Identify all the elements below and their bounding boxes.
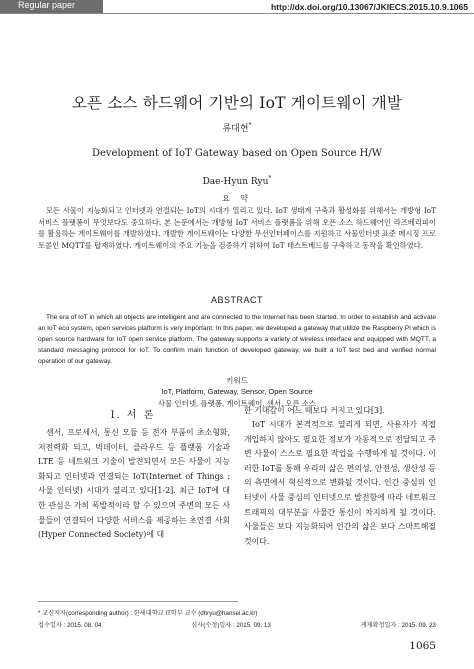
abstract-ko-heading: 요 약 xyxy=(222,194,252,203)
keywords-heading: 키워드 xyxy=(226,376,248,385)
journal-header xyxy=(0,0,474,14)
doi-link[interactable]: http://dx.doi.org/10.13067/JKIECS.2015.10.9.1065 xyxy=(270,1,468,12)
abstract-en-heading: ABSTRACT xyxy=(210,295,263,305)
keywords-en: IoT, Platform, Gateway, Sensor, Open Source xyxy=(161,387,313,396)
author-en-name: Dae-Hyun Ryu xyxy=(202,177,269,187)
submission-dates xyxy=(38,620,436,629)
abstract-ko: 모든 사물이 지능화되고 인터넷과 연결되는 IoT의 시대가 열리고 있다. IoT 생태계 구축과 활성화를 위해서는 개방형 IoT 서비스 플랫폼이 무엇보다도 중요하다. 본 논문에서는 개방형 IoT 서비스 플랫폼을 위해 오픈 소스 하드웨어인 라즈베리파이를 활용하는 게이트웨이를 개발하였다. 개발한 게이트웨이는 다양한 무선인터페이스를 지원하고 사물인터넷 표준 메시징 프로토콜인 MQTT를 탑재하였다. 게이트웨이의 주요 기능을 검증하기 위하여 IoT 테스트베드를 구축하고 동작을 확인하였다. xyxy=(38,206,436,250)
intro-right-continuation: 한 기대감이 어느 때보다 커지고 있다[3]. xyxy=(244,406,385,415)
author-en xyxy=(0,175,474,187)
page-number: 1065 xyxy=(409,640,436,652)
intro-left-column: 센서, 프로세서, 통신 모듈 등 전자 부품이 초소형화, 저전력화 되고, 빅데이터, 클라우드 등 플랫폼 기술과 LTE 등 네트워크 기술이 발전되면서 모든 사물이 지능화되고 인터넷과 연결되는 IoT(Internet of Things : 사물 인터넷) 시대가 열리고 있다[1-2]. 최근 IoT에 대한 관심은 가히 폭발적이라 할 수 있으며 주변의 모든 사물들이 연결되어 다양한 서비스를 제공하는 초연결 사회(Hyper Connected Society)에 대 xyxy=(38,428,230,540)
author-ko-mark: * xyxy=(248,122,252,129)
author-en-mark: * xyxy=(268,175,272,182)
author-ko-name: 류대현 xyxy=(222,124,249,134)
paper-title-en: Development of IoT Gateway based on Open Source H/W xyxy=(91,148,383,159)
footnote-divider xyxy=(38,601,238,602)
accepted-date: 게재확정일자 : 2015. 09. 23 xyxy=(360,622,436,629)
intro-right-column: IoT 시대가 본격적으로 열리게 되면, 사용자가 직접 개입하지 않아도 필요한 정보가 자동적으로 전달되고 주변 사물이 스스로 필요한 작업을 수행하게 될 것이다. 이러한 IoT를 통해 우리의 삶은 편의성, 안전성, 생산성 등의 측면에서 혁신적으로 변화될 것이다. 인간 중심의 인터넷이 사물 중심의 인터넷으로 발전함에 따라 네트워크 트래픽의 대부분을 사물간 통신이 차지하게 될 것이다. 사물들은 보다 지능화되어 인간의 삶은 보다 스마트해질 것이다. xyxy=(244,420,436,546)
author-ko xyxy=(0,121,474,134)
abstract-en: The era of IoT in which all objects are intelligent and are connected to the Internet has been started. In order to establish and activate an IoT eco system, open services platform is very important. In this paper, we developed a gateway that utilize the Raspberry Pi which is open source hardware for IoT open service platform. The gateway supports a variety of wireless interface and equipped with MQTT, a standard messaging protocol for IoT. To confirm main function of developed gateway, we built a IoT test bed and verified normal operation of our gateway. xyxy=(38,314,436,365)
paper-title-ko: 오픈 소스 하드웨어 기반의 IoT 게이트웨이 개발 xyxy=(71,94,403,112)
received-date: 접수일자 : 2015. 08. 04 xyxy=(38,622,102,629)
corresponding-author-footnote: * 교신저자(corresponding author) : 한세대학교 IT학부 교수 (dhryu@hansei.ac.kr) xyxy=(38,610,258,617)
keywords-ko: 사물 인터넷, 플랫폼, 게이트웨이, 센서, 오픈 소스 xyxy=(157,399,317,408)
paper-type-tag: Regular paper xyxy=(0,0,103,13)
section-heading: Ⅰ. 서 론 xyxy=(110,410,156,421)
revised-date: 심사(수정)일자 : 2015. 09. 13 xyxy=(191,622,271,629)
